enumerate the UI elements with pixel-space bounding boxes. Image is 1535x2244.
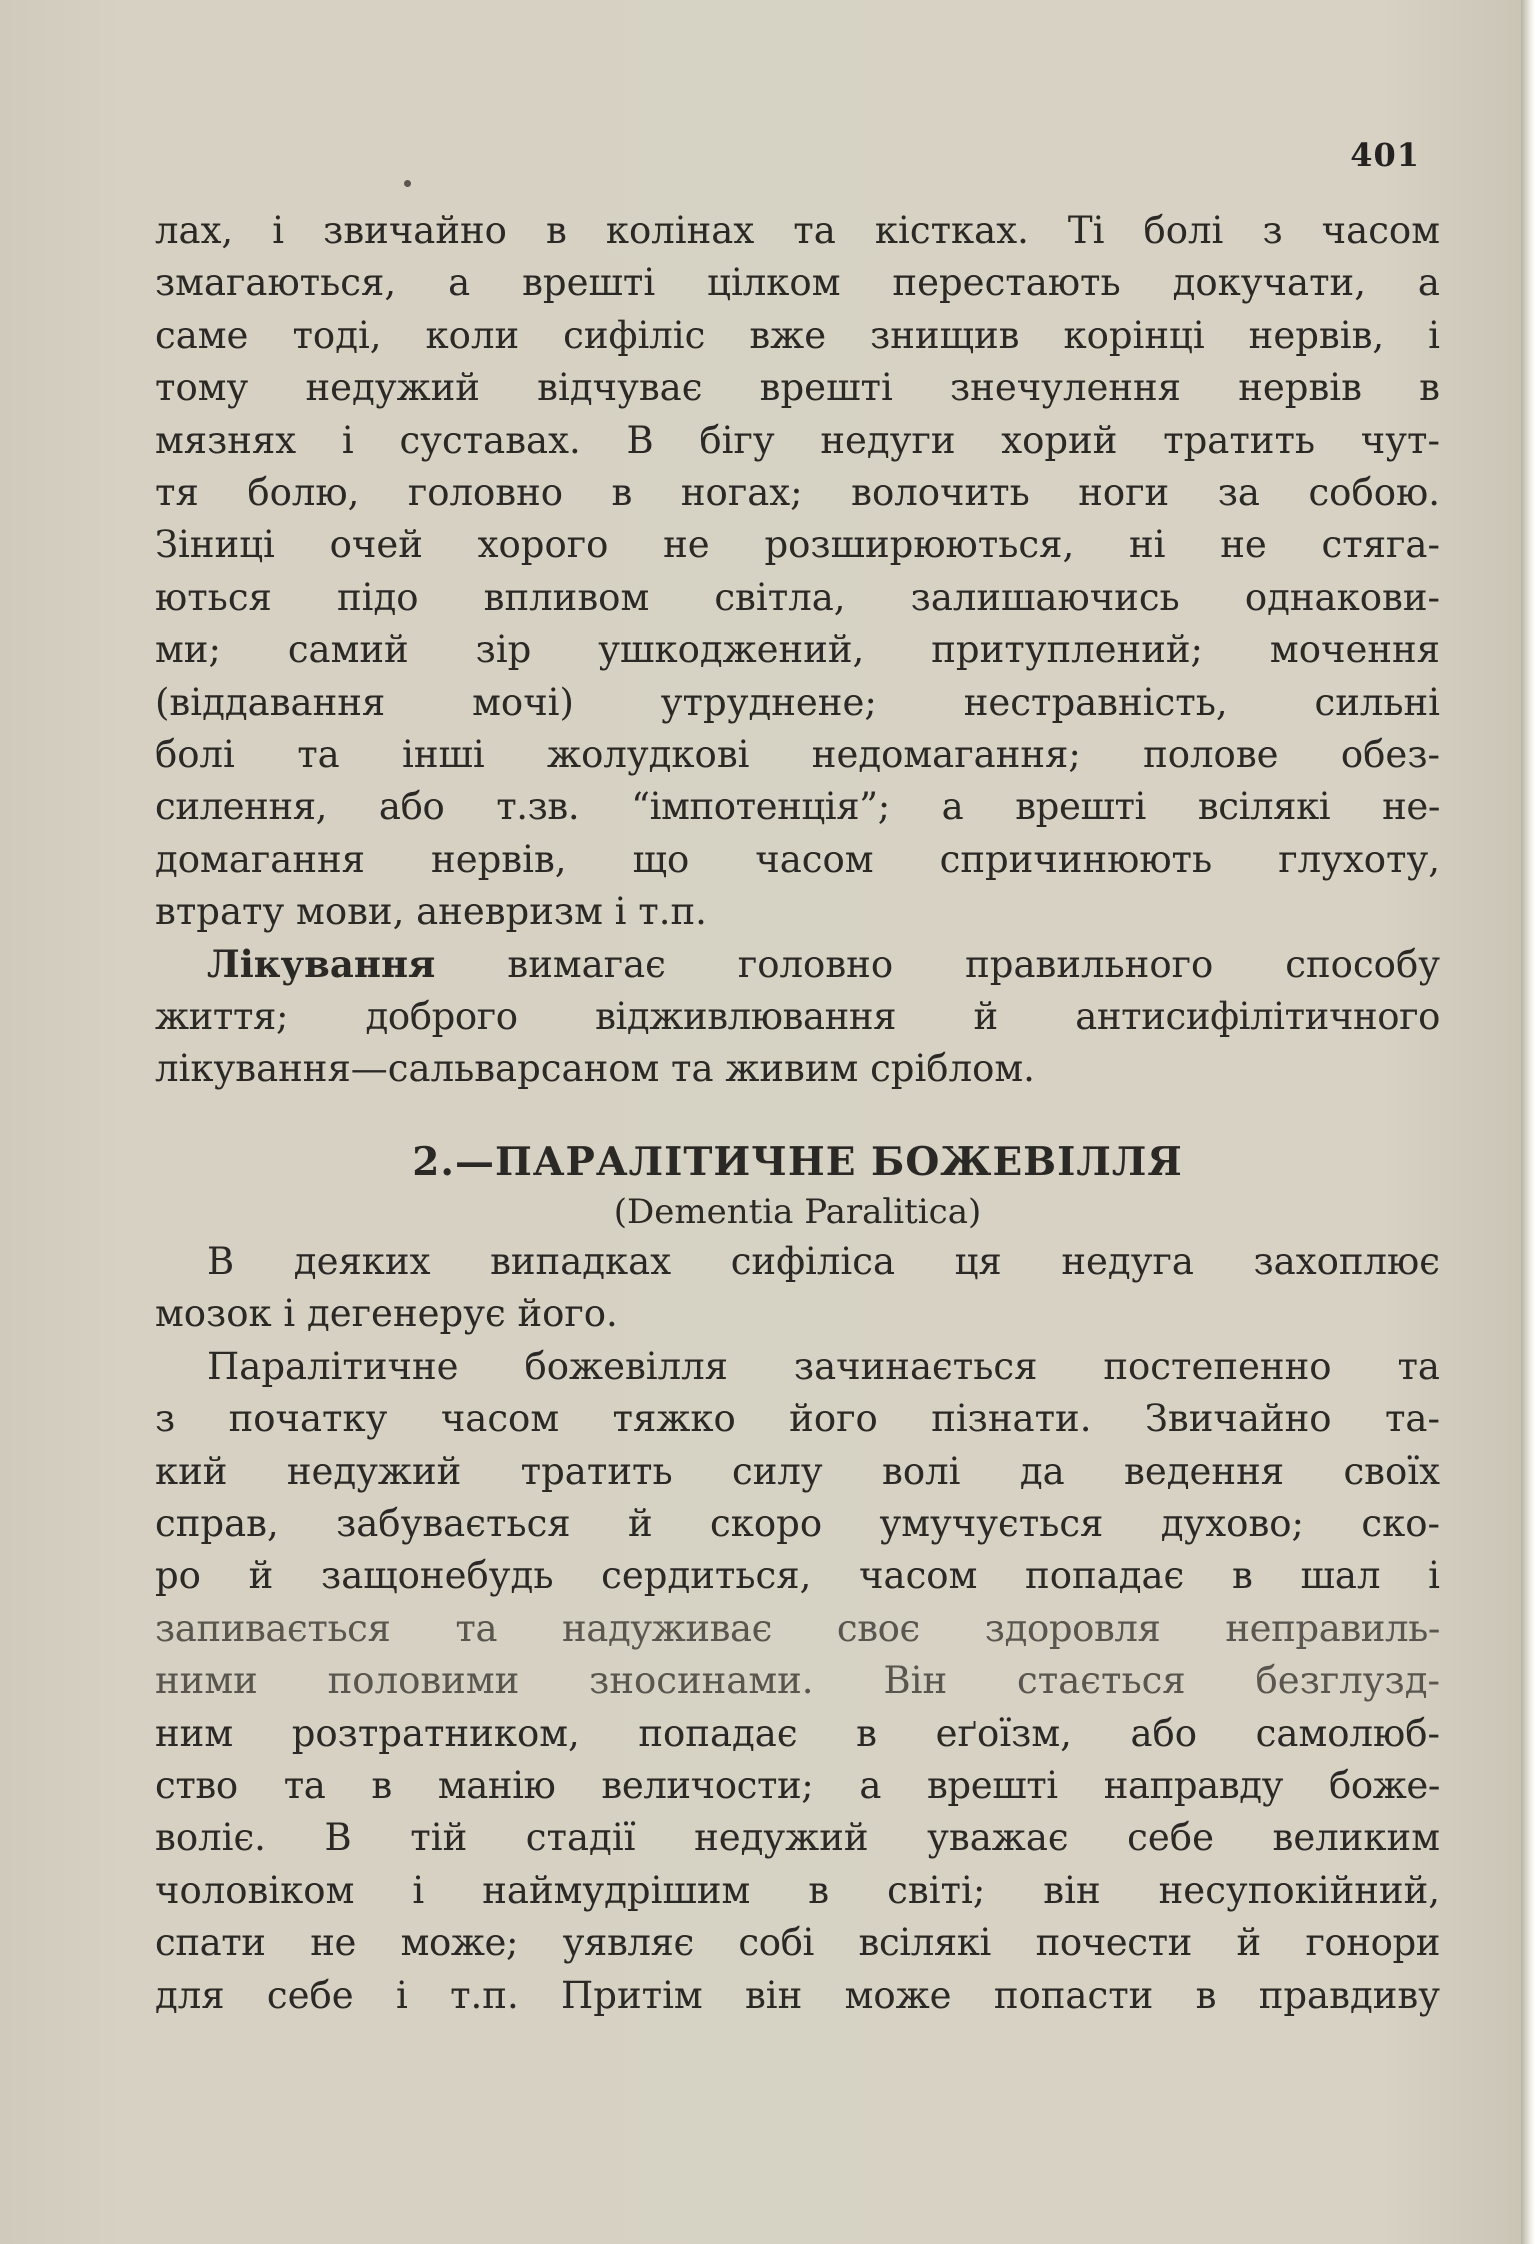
ink-speck	[404, 180, 411, 187]
text-line: спати не може; уявляє собі всілякі почести й гонори	[155, 1921, 1440, 1965]
text-line: (віддавання мочі) утруднене; нестравність, сильні	[155, 680, 1440, 724]
text-line: чоловіком і наймудрішим в світі; він несупокійний,	[155, 1868, 1440, 1912]
text-line: ються підо впливом світла, залишаючись однакови-	[155, 575, 1440, 619]
text-line: запивається та надуживає своє здоровля неправиль-	[155, 1606, 1440, 1650]
section-heading: 2.—ПАРАЛІТИЧНЕ БОЖЕВІЛЛЯ	[412, 1138, 1183, 1185]
paragraph-intro	[155, 1236, 1440, 1341]
page-edge	[1521, 0, 1535, 2244]
text-line: саме тоді, коли сифіліс вже знищив корінці нервів, і	[155, 313, 1440, 357]
text-line: втрату мови, аневризм і т.п.	[155, 890, 707, 934]
text-line: життя; доброго відживлювання й антисифілітичного	[155, 994, 1440, 1038]
text-line: справ, забувається й скоро умучується духово; ско-	[155, 1501, 1440, 1545]
text-line: Зіниці очей хорого не розширюються, ні не стяга-	[155, 523, 1440, 567]
text-line: воліє. В тій стадії недужий уважає себе великим	[155, 1816, 1440, 1860]
text-line: мязнях і суставах. В бігу недуги хорий тратить чут-	[155, 418, 1440, 462]
text-line	[155, 938, 1440, 990]
text-line: В деяких випадках сифіліса ця недуга захоплює	[207, 1240, 1440, 1284]
text-line: кий недужий тратить силу волі да ведення своїх	[155, 1449, 1440, 1493]
treatment-label: Лікування	[207, 942, 436, 987]
text-line: ро й защонебудь сердиться, часом попадає в шал і	[155, 1554, 1440, 1598]
text-line: з початку часом тяжко його пізнати. Звичайно та-	[155, 1397, 1440, 1441]
page-number: 401	[1350, 136, 1420, 174]
section-subheading: (Dementia Paralitica)	[613, 1192, 982, 1233]
text-line: лах, і звичайно в колінах та кістках. Ті болі з часом	[155, 209, 1440, 252]
text-line: змагаються, а врешті цілком перестають докучати, а	[155, 261, 1440, 305]
paragraph-treatment	[155, 938, 1440, 1095]
page-body	[155, 205, 1440, 2022]
text-line: лікування—сальварсаном та живим сріблом.	[155, 1047, 1035, 1091]
text-line: болі та інші жолудкові недомагання; полове обез-	[155, 732, 1440, 776]
paragraph-symptoms	[155, 205, 1440, 938]
text-line: ми; самий зір ушкоджений, притуплений; мочення	[155, 628, 1440, 672]
treatment-text: вимагає головно правильного способу	[435, 943, 1440, 987]
text-line: силення, або т.зв. “імпотенція”; а врешті всілякі не-	[155, 785, 1440, 829]
text-line: тя болю, головно в ногах; волочить ноги за собою.	[155, 470, 1440, 514]
text-line: домагання нервів, що часом спричинюють глухоту,	[155, 837, 1440, 881]
text-line: ство та в манію величости; а врешті направду боже-	[155, 1763, 1440, 1807]
paragraph-description	[155, 1341, 1440, 2022]
text-line: Паралітичне божевілля зачинається постепенно та	[207, 1344, 1440, 1388]
text-line: ним розтратником, попадає в еґоїзм, або самолюб-	[155, 1711, 1440, 1755]
text-line: ними половими зносинами. Він стається безглузд-	[155, 1659, 1440, 1703]
text-line: мозок і дегенерує його.	[155, 1292, 618, 1336]
text-line: тому недужий відчуває врешті знечулення нервів в	[155, 366, 1440, 410]
text-line: для себе і т.п. Притім він може попасти в правдиву	[155, 1973, 1440, 2017]
